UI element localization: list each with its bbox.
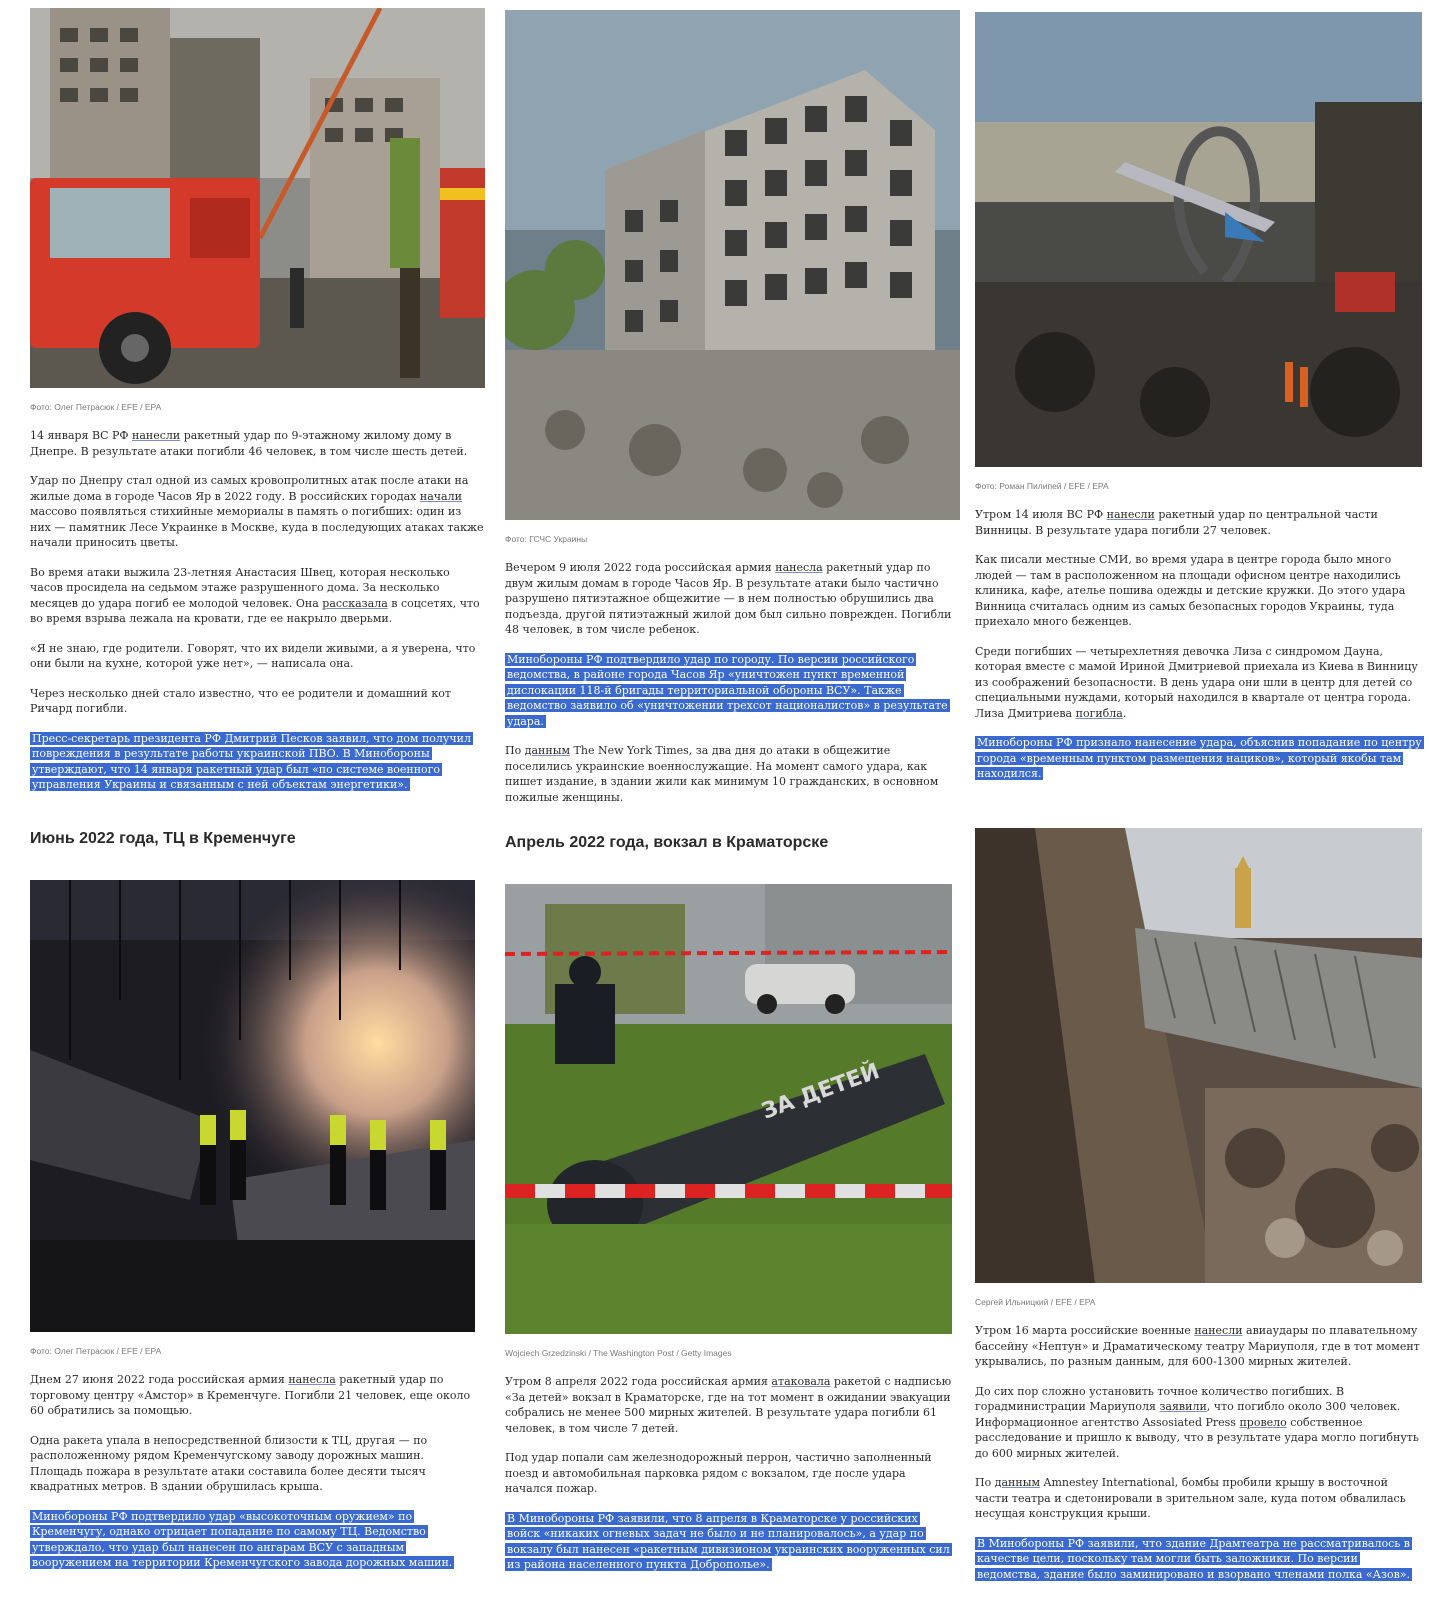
paragraph: «Я не знаю, где родители. Говорят, что их видели живыми, а я уверена, что они были на кухне, которой уже нет», — написала она. (30, 641, 476, 670)
paragraph: Одна ракета упала в непосредственной близости к ТЦ, другая — по расположенному рядом Кременчугскому заводу дорожных машин. Площадь пожара в результате атаки составила более десяти тысяч квадратных метров. В здании обрушилась крыша. (30, 1433, 428, 1493)
paragraph: Под удар попали сам железнодорожный перрон, частично заполненный поезд и автомобильная парковка рядом с вокзалом, где после удара начался пожар. (505, 1451, 932, 1495)
highlighted-paragraph: Минобороны РФ подтвердило удар «высокоточным оружием» по Кременчугу, однако отрицает попадание по самому ТЦ. Ведомство утверждало, что удар был нанесен по ангарам ВСУ с западным вооружением на территории Кременчугского завода дорожных машин. (32, 1509, 453, 1569)
paragraph: Утром 16 марта российские военные нанесли авиаудары по плавательному бассейну «Нептун» и Драматическому театру Мариуполя, где в тот момент укрывались, по разным данным, для 600-1300 мирных жителей. (975, 1324, 1420, 1368)
photo-vinnytsia-square (975, 12, 1422, 467)
paragraph: Днем 27 июня 2022 года российская армия нанесла ракетный удар по торговому центру «Амстор» в Кременчуге. Погибли 21 человек, еще около 60 обратились за помощью. (30, 1373, 471, 1417)
missile-inscription: ЗА ДЕТЕЙ (758, 1058, 884, 1125)
article-link[interactable]: нанесли (132, 429, 181, 442)
photo-dnipro-building (30, 8, 485, 388)
paragraph: Удар по Днепру стал одной из самых кровопролитных атак после атаки на жилые дома в городе Часов Яр в 2022 году. В российских городах начали массово появляться стихийные мемориалы в память о погибших: один из них — памятник Лесе Украинке в Москве, куда в последующих атаках также начали приносить цветы. (30, 474, 484, 549)
highlighted-paragraph: Пресс-секретарь президента РФ Дмитрий Песков заявил, что дом получил повреждения в результате работы украинской ПВО. В Минобороны утверждают, что 14 января ракетный удар был «по системе военного управления Украины и связанным с ней объектам энергетики». (32, 731, 471, 791)
photo-credit: Фото: Роман Пилипей / EFE / EPA (975, 481, 1109, 491)
article-link[interactable]: атаковала (771, 1375, 831, 1388)
highlighted-paragraph: В Минобороны РФ заявили, что 8 апреля в Краматорске у российских войск «никаких огневых задач не было и не планировалось», а удар по вокзалу был нанесен «ракетным дивизионом украинских вооруженных сил из района населенного пункта Доброполье». (507, 1511, 950, 1571)
paragraph: Как писали местные СМИ, во время удара в центре города было много людей — там в расположенном на площади офисном центре находились клиника, кафе, ателье пошива одежды и детские кружки. До этого удара Винница считалась одним из самых безопасных городов Украины, туда приехало много беженцев. (975, 553, 1406, 628)
card-kremenchuk (30, 880, 475, 1585)
paragraph: 14 января ВС РФ нанесли ракетный удар по 9-этажному жилому дому в Днепре. В результате атаки погибли 46 человек, в том числе шесть детей. (30, 429, 468, 458)
mariupol-photo-art (975, 828, 1422, 1283)
photo-credit: Wojciech Grzedzinski / The Washington Post / Getty Images (505, 1348, 732, 1358)
article-link[interactable]: начали (419, 489, 462, 503)
article-link[interactable]: данным (524, 744, 571, 757)
article-link[interactable]: нанесли (1106, 508, 1155, 521)
paragraph: По данным The New York Times, за два дня до атаки в общежитие поселились украинские военнослужащие. На момент самого удара, как пишет издание, в здании жили как минимум 10 гражданских, в основном пожилые женщины. (505, 744, 939, 804)
highlighted-paragraph: Минобороны РФ признало нанесение удара, объяснив попадание по центру города «временным пунктом размещения нациков», который якобы там находился. (977, 736, 1422, 780)
article-link[interactable]: нанесла (775, 561, 823, 574)
article-link[interactable]: рассказала (322, 596, 388, 610)
card-kramatorsk (505, 884, 952, 1587)
article-link[interactable]: заявили (1159, 1400, 1207, 1413)
photo-credit: Фото: Олег Петрасюк / EFE / EPA (30, 402, 162, 412)
paragraph: По данным Amnestey International, бомбы пробили крышу в восточной части театра и сдетонировали в зрительном зале, куда потом обвалилась несущая конструкция крыши. (975, 1476, 1406, 1520)
chasiv-yar-photo-art (505, 10, 960, 520)
paragraph: Во время атаки выжила 23-летняя Анастасия Швец, которая несколько часов просидела на седьмом этаже разрушенного дома. За несколько месяцев до удара погиб ее молодой человек. Она рассказала в соцсетях, что во время взрыва лежала на кровати, где ее накрыло дверьми. (30, 565, 480, 625)
highlighted-paragraph: В Минобороны РФ заявили, что здание Драмтеатра не рассматривалось в качестве цели, поскольку там могли быть заложники. По версии ведомства, здание было заминировано и взорвано членами полка «Азов». (977, 1536, 1411, 1581)
card-mariupol (975, 828, 1422, 1596)
photo-kremenchuk-mall (30, 880, 475, 1332)
paragraph: Вечером 9 июля 2022 года российская армия нанесла ракетный удар по двум жилым домам в городе Часов Яр. В результате атаки было частично разрушено пятиэтажное общежитие — в нем полностью обрушились два подъезда, другой пятиэтажный жилой дом был сильно поврежден. Погибли 48 человек, в том числе ребенок. (505, 561, 952, 636)
paragraph: Среди погибших — четырехлетняя девочка Лиза с синдромом Дауна, которая вместе с мамой Ириной Дмитриевой приехала из Киева в Винницу из соображений безопасности. В день удара они шли в центр для детей со специальными нуждами, который находился в квартале от центра города. Лиза Дмитриева погибла. (975, 644, 1418, 720)
article-link[interactable]: провело (1239, 1415, 1287, 1429)
highlighted-paragraph: Минобороны РФ подтвердило удар по городу. По версии российского ведомства, в районе города Часов Яр «уничтожен пункт временной дислокации 118-й бригады территориальной обороны ВСУ». Также ведомство заявило об «уничтожении трехсот националистов» в результате удара. (507, 652, 948, 728)
kramatorsk-photo-art (505, 884, 952, 1334)
dnipro-photo-art (30, 8, 485, 388)
paragraph: Утром 8 апреля 2022 года российская армия атаковала ракетой с надписью «За детей» вокзал в Краматорске, где на тот момент в ожидании эвакуации собрались не менее 500 мирных жителей. В результате удара погибли 61 человек, в том числе 7 детей. (505, 1375, 952, 1435)
photo-chasiv-yar-building (505, 10, 960, 520)
kremenchuk-photo-art (30, 880, 475, 1332)
card-dnipro (30, 8, 485, 807)
vinnytsia-photo-art (975, 12, 1422, 467)
section-heading-kramatorsk: Апрель 2022 года, вокзал в Краматорске (505, 834, 829, 851)
card-vinnytsia (975, 12, 1422, 796)
photo-mariupol-theatre (975, 828, 1422, 1283)
article-link[interactable]: нанесли (1194, 1324, 1243, 1337)
article-link[interactable]: нанесла (288, 1373, 336, 1386)
photo-credit: Сергей Ильницкий / EFE / EPA (975, 1297, 1096, 1307)
article-link[interactable]: погибла (1075, 706, 1123, 720)
photo-credit: Фото: ГСЧС Украины (505, 534, 588, 544)
section-heading-kremenchuk: Июнь 2022 года, ТЦ в Кременчуге (30, 830, 296, 847)
article-link[interactable]: данным (994, 1476, 1041, 1489)
paragraph: До сих пор сложно установить точное количество погибших. В горадминистрации Мариуполя заявили, что погибло около 300 человек. Информационное агентство Assosiated Press провело собственное расследование и пришло к выводу, что в результате удара могло погибнуть до 600 мирных жителей. (975, 1384, 1419, 1460)
card-chasiv-yar (505, 10, 960, 819)
paragraph: Через несколько дней стало известно, что ее родители и домашний кот Ричард погибли. (30, 686, 451, 715)
photo-kramatorsk-missile (505, 884, 952, 1334)
photo-credit: Фото: Олег Петрасюк / EFE / EPA (30, 1346, 162, 1356)
paragraph: Утром 14 июля ВС РФ нанесли ракетный удар по центральной части Винницы. В результате удара погибли 27 человек. (975, 508, 1378, 537)
